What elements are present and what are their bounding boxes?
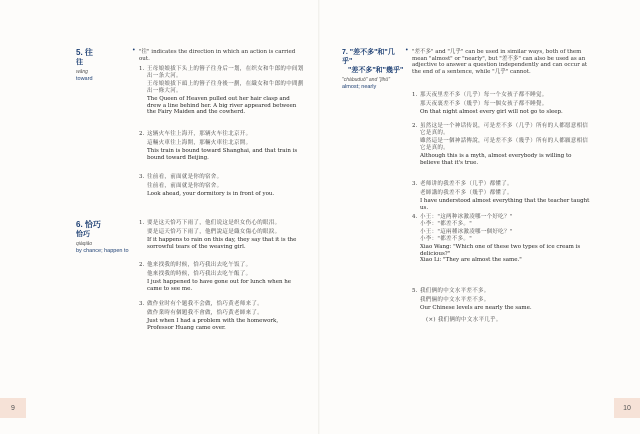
- example-simplified: 要是这天恰巧下雨了，他们说这是织女伤心的眼泪。: [147, 220, 281, 226]
- headword-traditional: "差不多"和"幾乎": [348, 67, 404, 74]
- entry-7-head: [342, 48, 404, 91]
- example-traditional-2: 小李："都差不多。": [420, 235, 473, 242]
- headword-simplified: 往: [84, 48, 93, 57]
- example-1: 1. 要是这天恰巧下雨了，他们说这是织女伤心的眼泪。 要是這天恰巧下雨了，他們說這是織女傷心的眼淚。 If it happens to rain on this day, they say that it is the sorrowful tears of the weaving girl.: [139, 220, 304, 250]
- page-number: 10: [614, 398, 640, 418]
- gloss: almost; nearly: [342, 84, 377, 90]
- example-simplified: 往前看，前面就是你的宿舍。: [147, 174, 223, 180]
- example-simplified-2: 小李："都差不多。": [420, 220, 473, 227]
- example-5: 5. 我们俩的中文水平差不多。 我們倆的中文水平差不多。 Our Chinese levels are nearly the same. (×) 我们俩的中文水平几乎。: [412, 288, 592, 323]
- example-simplified: 做作业时有个题我不会做，恰巧黄老师来了。: [147, 301, 264, 307]
- example-3: 3. 做作业时有个题我不会做，恰巧黄老师来了。 做作業時有個題我不會做，恰巧黃老師來了。 Just when I had a problem with the homework, Professor Huang came over.: [139, 301, 304, 331]
- example-traditional: 小王："這兩種冰激凌哪一個好吃？": [420, 229, 513, 235]
- example-english: Although this is a myth, almost everybody is willing to believe that it's true.: [420, 153, 572, 166]
- example-traditional: 這輛火車往上海開，那輛火車往北京開。: [147, 139, 252, 146]
- usage-note: "差不多" and "几乎" can be used in similar ways, both of them mean "almost" or "nearly", but "差不多" can also be used as an adjective to answer a question independently and can occur at the end of a sentence, while "几乎" cannot.: [412, 49, 588, 75]
- example-simplified: 老师讲的我差不多（几乎）都懂了。: [420, 181, 513, 187]
- page-number: 9: [0, 398, 26, 418]
- example-simplified: 我们俩的中文水平差不多。: [420, 288, 490, 294]
- example-traditional: 做作業時有個題我不會做，恰巧黃老師來了。: [147, 309, 264, 316]
- headword-simplified: 恰巧: [84, 220, 101, 229]
- example-english: I just happened to have gone out for lunch when he came to see me.: [147, 279, 292, 292]
- example-simplified: 王母娘娘拔下头上的簪子往身后一划，在织女和牛郎的中间划出一条大河。: [147, 66, 304, 79]
- example-english: Our Chinese levels are nearly the same.: [420, 305, 532, 311]
- example-traditional: 要是這天恰巧下雨了，他們說這是織女傷心的眼淚。: [147, 228, 281, 235]
- entry-number: 5.: [76, 48, 83, 57]
- example-english: If it happens to rain on this day, they say that it is the sorrowful tears of the weaving girl.: [147, 237, 297, 250]
- entry-number: 7.: [342, 49, 348, 56]
- right-page: [320, 0, 640, 434]
- entry-5-head: [76, 48, 128, 83]
- example-2: 2. 这辆火车往上海开，那辆火车往北京开。 這輛火車往上海開，那輛火車往北京開。 This train is bound toward Shanghai, and that train is bound toward Beijing.: [139, 131, 304, 161]
- example-english-2: Xiao Li: "They are almost the same.": [420, 257, 522, 263]
- example-4: 4. 小王："这两种冰激凌哪一个好吃？" 小李："都差不多。" 小王："這兩種冰激凌哪一個好吃？" 小李："都差不多。" Xiao Wang: "Which one of these two types of ice cream is delicious?" Xiao Li: "They are almost the same.": [412, 214, 592, 264]
- example-1: 1. 王母娘娘拔下头上的簪子往身后一划，在织女和牛郎的中间划出一条大河。 王母娘娘拔下頭上的簪子往身後一劃，在織女和牛郎的中間劃出一條大河。 The Queen of Heaven pulled out her hair clasp and drew a line behind her. A big river appeared between the Fairy Maiden and the cowherd.: [139, 66, 304, 115]
- entry-6-head: [76, 220, 134, 255]
- example-1: 1. 那天夜里差不多（几乎）每一个女孩子都不睡觉。 那天夜裏差不多（幾乎）每一個女孩子都不睡覺。 On that night almost every girl will not go to sleep.: [412, 92, 592, 116]
- pinyin: wǎng: [76, 69, 88, 75]
- example-traditional: 他來找我的時候，恰巧我出去吃午飯了。: [147, 270, 252, 277]
- example-3: 3. 老师讲的我差不多（几乎）都懂了。 老師講的我差不多（幾乎）都懂了。 I have understood almost everything that the teacher taught us.: [412, 181, 592, 211]
- example-simplified: 小王："这两种冰激凌哪一个好吃？": [420, 214, 513, 220]
- pinyin: qiàqiǎo: [76, 241, 93, 247]
- bullet-icon: •: [132, 47, 136, 54]
- bullet-icon: •: [405, 47, 409, 54]
- example-english: The Queen of Heaven pulled out her hair clasp and drew a line behind her. A big river appeared between the Fairy Maiden and the cowherd.: [147, 96, 297, 115]
- example-english: I have understood almost everything that the teacher taught us.: [420, 198, 590, 211]
- example-traditional: 老師講的我差不多（幾乎）都懂了。: [420, 189, 513, 196]
- example-simplified: 虽然这是一个神话传说，可是差不多（几乎）所有的人都愿意相信它是真的。: [420, 123, 589, 136]
- example-traditional: 那天夜裏差不多（幾乎）每一個女孩子都不睡覺。: [420, 100, 548, 107]
- incorrect-example: (×) 我们俩的中文水平几乎。: [426, 316, 502, 323]
- entry-number: 6.: [76, 220, 83, 229]
- example-traditional: 我們倆的中文水平差不多。: [420, 296, 490, 303]
- gloss: by chance; happen to: [76, 248, 129, 254]
- example-english: This train is bound toward Shanghai, and that train is bound toward Beijing.: [147, 148, 298, 161]
- example-traditional: 王母娘娘拔下頭上的簪子往身後一劃，在織女和牛郎的中間劃出一條大河。: [147, 81, 304, 94]
- example-english: On that night almost every girl will not go to sleep.: [420, 109, 563, 115]
- example-simplified: 他来找我的时候，恰巧我出去吃午饭了。: [147, 262, 252, 268]
- example-traditional: 雖然這是一個神話傳說，可是差不多（幾乎）所有的人都願意相信它是真的。: [420, 138, 589, 151]
- example-simplified: 这辆火车往上海开，那辆火车往北京开。: [147, 131, 252, 137]
- example-english: Just when I had a problem with the homework, Professor Huang came over.: [147, 318, 279, 331]
- example-2: 2. 他来找我的时候，恰巧我出去吃午饭了。 他來找我的時候，恰巧我出去吃午飯了。 I just happened to have gone out for lunch when he came to see me.: [139, 262, 304, 292]
- headword-traditional: 恰巧: [76, 231, 90, 238]
- usage-note: "往" indicates the direction in which an action is carried out.: [139, 49, 296, 62]
- example-2: 2. 虽然这是一个神话传说，可是差不多（几乎）所有的人都愿意相信它是真的。 雖然這是一個神話傳說，可是差不多（幾乎）所有的人都願意相信它是真的。 Although this is a myth, almost everybody is willing to believe that it's true.: [412, 123, 592, 166]
- example-traditional: 往前看，前面就是你的宿舍。: [147, 182, 223, 189]
- headword-traditional: 往: [76, 59, 83, 66]
- gloss: toward: [76, 76, 93, 82]
- example-english: Look ahead, your dormitory is in front of you.: [147, 191, 275, 197]
- example-3: 3. 往前看，前面就是你的宿舍。 往前看，前面就是你的宿舍。 Look ahead, your dormitory is in front of you.: [139, 174, 304, 198]
- example-simplified: 那天夜里差不多（几乎）每一个女孩子都不睡觉。: [420, 92, 548, 98]
- example-english: Xiao Wang: "Which one of these two types of ice cream is delicious?": [420, 244, 581, 257]
- pinyin: "chàbuduō" and "jīhū": [342, 77, 390, 83]
- headword-simplified: "差不多"和"几乎": [342, 49, 395, 65]
